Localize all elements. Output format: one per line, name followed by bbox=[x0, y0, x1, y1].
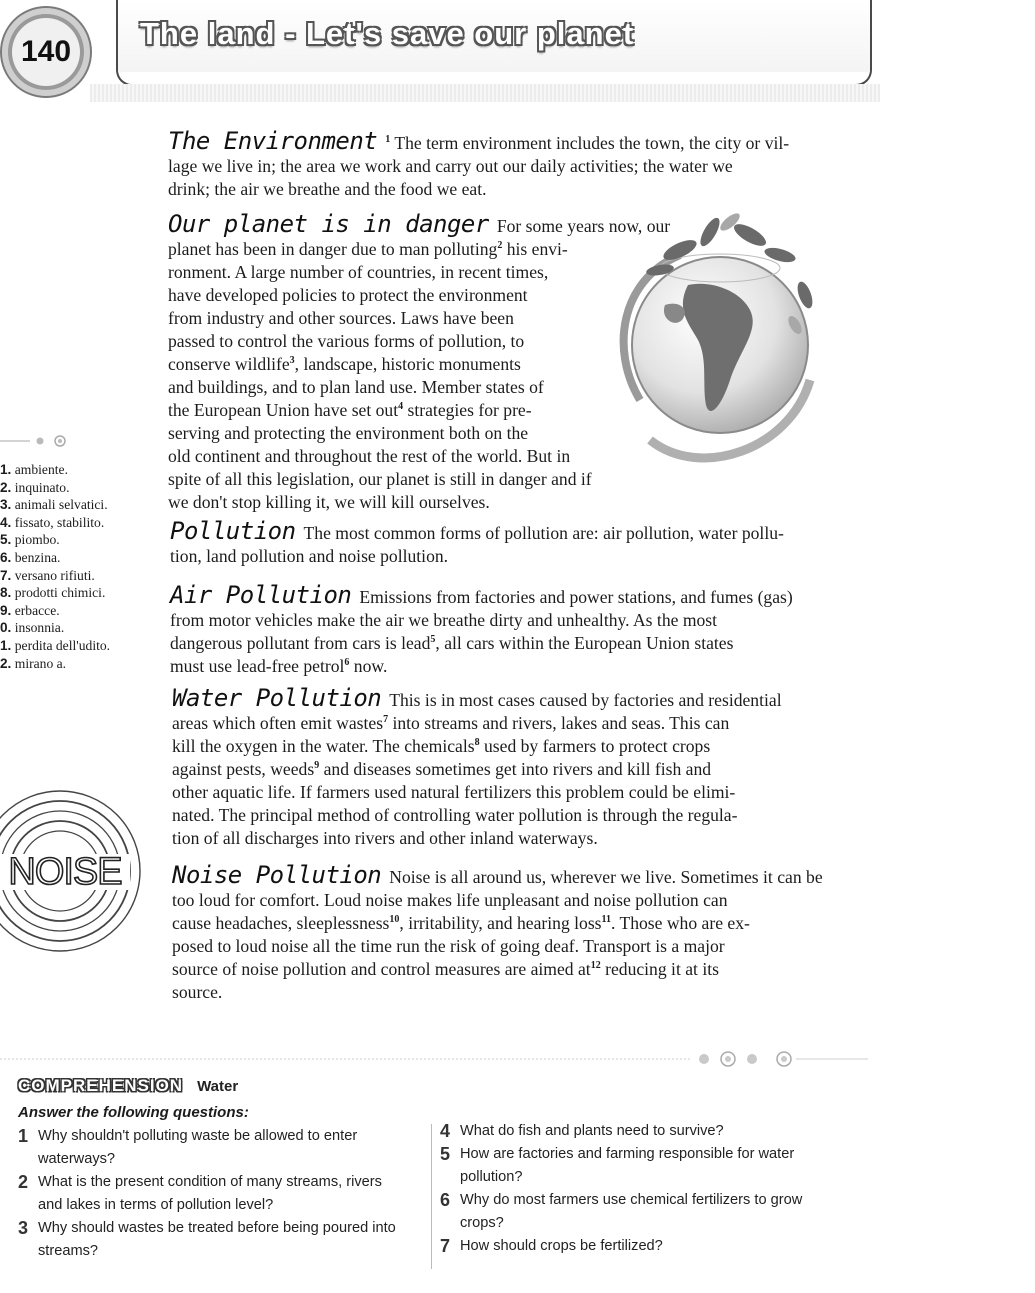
questions-right-column bbox=[440, 1120, 850, 1258]
glossary-item: 2. inquinato. bbox=[0, 479, 70, 495]
glossary-divider-dots bbox=[0, 434, 80, 448]
glossary-item: 7. versano rifiuti. bbox=[0, 567, 95, 583]
globe-illustration bbox=[610, 210, 830, 480]
comprehension-instructions: Answer the following questions: bbox=[18, 1104, 249, 1121]
question-item: 6 Why do most farmers use chemical fertilizers to grow crops? bbox=[440, 1190, 803, 1231]
question-item: 4 What do fish and plants need to survive? bbox=[440, 1121, 724, 1141]
page-number-badge bbox=[2, 8, 90, 96]
question-item: 7 How should crops be fertilized? bbox=[440, 1236, 663, 1256]
water-pollution-paragraph: Water Pollution This is in most cases caused by factories and residential areas which often emit wastes$^7$ into streams and rivers, lakes and seas. This can kill the oxygen in the water. The chemicals$^8$ used by farmers to protect crops against pests, weeds$^9$ and diseases sometimes get into rivers and kill fish and other aquatic life. If farmers used natural fertilizers this problem could be elimi- nated. The principal method of controlling water pollution is through the regula- tion of all discharges into rivers and other inland waterways. bbox=[172, 684, 782, 848]
pollution-heading: Pollution bbox=[170, 517, 296, 545]
questions-left-column bbox=[18, 1125, 418, 1263]
page-title: The land - Let's save our planet bbox=[140, 16, 635, 51]
noise-pollution-paragraph: Noise Pollution Noise is all around us, wherever we live. Sometimes it can be too loud for comfort. Loud noise makes life unpleasant and noise pollution can cause headaches, sleeplessness$^{10}$, irritability, and hearing loss$^{11}$. Those who are ex- posed to loud noise all the time run the risk of going deaf. Transport is a major source of noise pollution and control measures are aimed $at^{12}$ reducing it at its source. bbox=[172, 861, 823, 1002]
glossary-item: 2. mirano a. bbox=[0, 655, 67, 671]
column-separator bbox=[431, 1124, 432, 1269]
glossary-item: 5. piombo. bbox=[0, 532, 60, 548]
comprehension-header bbox=[18, 1076, 238, 1096]
planet-heading: Our planet is in danger bbox=[168, 210, 489, 238]
question-item: 2 What is the present condition of many streams, rivers and lakes in terms of pollution level? bbox=[18, 1172, 382, 1213]
glossary-item: 1. ambiente. bbox=[0, 462, 68, 477]
glossary bbox=[0, 461, 170, 672]
environment-heading: The Environment bbox=[168, 127, 378, 155]
noise-graphic-word: NOISE bbox=[8, 851, 122, 893]
section-divider bbox=[0, 1049, 868, 1069]
glossary-item: 9. erbacce. bbox=[0, 602, 60, 618]
glossary-item: 0. insonnia. bbox=[0, 620, 65, 636]
environment-paragraph: The Environment $^1$ The term environment includes the town, the city or vil- lage we live in; the area we work and carry out our daily activities; the water we drink; the air we breathe and the food we eat. bbox=[168, 127, 790, 199]
comprehension-topic: Water bbox=[197, 1077, 239, 1095]
comprehension-badge: COMPREHENSION bbox=[18, 1076, 184, 1095]
glossary-item: 6. benzina. bbox=[0, 549, 61, 565]
glossary-item: 1. perdita dell'udito. bbox=[0, 637, 111, 653]
glossary-item: 4. fissato, stabilito. bbox=[0, 514, 105, 530]
glossary-item: 3. animali selvatici. bbox=[0, 497, 108, 513]
page-number: 140 bbox=[12, 18, 80, 86]
air-pollution-heading: Air Pollution bbox=[170, 581, 352, 609]
noise-pollution-heading: Noise Pollution bbox=[172, 861, 382, 889]
glossary-item: 8. prodotti chimici. bbox=[0, 585, 106, 601]
question-item: 5 How are factories and farming responsible for water pollution? bbox=[440, 1144, 795, 1185]
water-pollution-heading: Water Pollution bbox=[172, 684, 382, 712]
question-item: 1 Why shouldn't polluting waste be allowed to enter waterways? bbox=[18, 1126, 358, 1167]
pollution-paragraph: Pollution The most common forms of pollution are: air pollution, water pollu- tion, land pollution and noise pollution. bbox=[170, 517, 784, 566]
question-item: 3 Why should wastes be treated before being poured into streams? bbox=[18, 1218, 396, 1259]
noise-graphic bbox=[0, 786, 150, 956]
air-pollution-paragraph: Air Pollution Emissions from factories and power stations, and fumes (gas) from motor vehicles make the air we breathe dirty and unhealthy. As the most dangerous pollutant from cars is lead$^5$, all cars within the European Union states must use lead-free petrol$^6$ now. bbox=[170, 581, 793, 676]
header-shade bbox=[90, 84, 880, 102]
planet-paragraph: Our planet is in danger For some years now, our planet has been in danger due to man polluting$^2$ his envi- ronment. A large number of countries, in recent times, have developed policies to protect the environment from industry and other sources. Laws have been passed to control the various forms of pollution, to conserve wildlife$^3$, landscape, historic monuments and buildings, and to plan land use. Member states of the European Union have set out$^4$ strategies for pre- serving and protecting the environment both on the old continent and throughout the rest of the world. But in spite of all this legislation, our planet is still in danger and if we don't stop killing it, we will kill ourselves. bbox=[168, 210, 671, 512]
